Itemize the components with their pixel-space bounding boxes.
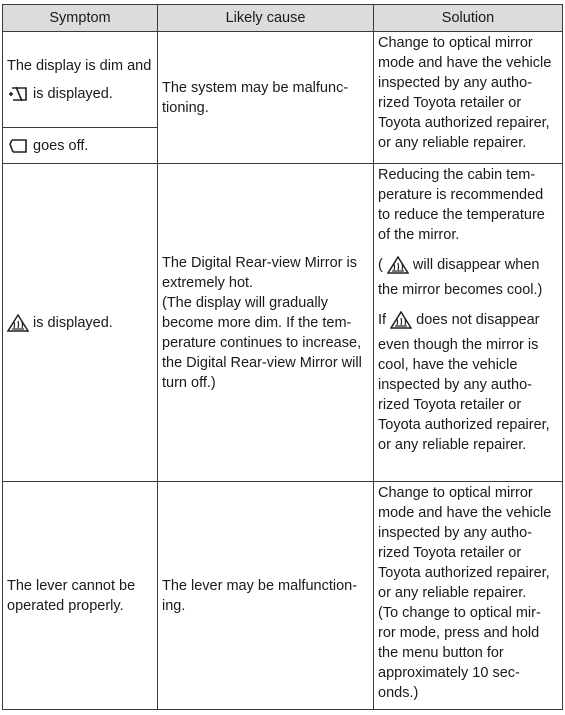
cause-text: extremely hot. <box>162 274 254 291</box>
cause-cell-malfunction <box>158 32 374 164</box>
solution-text: the mirror becomes cool.) <box>378 282 543 298</box>
solution-text: or any reliable repairer. <box>378 437 527 453</box>
solution-text: will disappear when <box>412 257 540 273</box>
symptom-cell-hot <box>3 164 158 482</box>
symptom-line <box>7 84 153 104</box>
solution-text: to reduce the temperature <box>378 207 545 223</box>
header-symptom: Symptom <box>3 5 158 32</box>
symptom-text: The display is dim and <box>7 57 152 74</box>
solution-text: of the mirror. <box>378 227 460 243</box>
solution-text: Toyota authorized repairer, <box>378 565 550 581</box>
cause-text: (The display will gradually <box>162 294 329 311</box>
cause-text: The lever may be malfunction- <box>162 577 358 594</box>
solution-line <box>378 251 558 280</box>
header-row <box>3 5 563 32</box>
cause-text: turn off.) <box>162 374 216 391</box>
symptom-text: goes off. <box>33 137 89 154</box>
solution-text: ( <box>378 257 383 273</box>
solution-text: rized Toyota retailer or <box>378 545 522 561</box>
solution-text: rized Toyota retailer or <box>378 397 522 413</box>
solution-text: Toyota authorized repairer, <box>378 417 550 433</box>
high-temperature-warning-icon <box>7 314 29 332</box>
cause-text: ing. <box>162 597 186 614</box>
solution-text: or any reliable repairer. <box>378 135 527 151</box>
solution-text: or any reliable repairer. <box>378 585 527 601</box>
solution-text: Change to optical mirror <box>378 485 533 501</box>
header-likely-cause: Likely cause <box>158 5 374 32</box>
solution-text: even though the mirror is <box>378 337 539 353</box>
cause-text: tioning. <box>162 99 209 116</box>
solution-text: cool, have the vehicle <box>378 357 518 373</box>
cause-text: the Digital Rear-view Mirror will <box>162 354 362 371</box>
symptom-cell-off <box>3 128 158 164</box>
solution-text: mode and have the vehicle <box>378 505 552 521</box>
solution-text: inspected by any autho- <box>378 75 532 91</box>
symptom-text: is displayed. <box>33 85 113 102</box>
cause-text: perature continues to increase, <box>162 334 362 351</box>
header-solution: Solution <box>374 5 563 32</box>
mirror-off-icon <box>7 86 29 102</box>
symptom-text: The lever cannot be <box>7 577 136 594</box>
symptom-cell-lever <box>3 482 158 710</box>
symptom-text: is displayed. <box>33 314 113 331</box>
solution-text: perature is recommended <box>378 187 544 203</box>
solution-cell-hot <box>374 164 563 482</box>
table-row <box>3 32 563 128</box>
cause-cell-lever <box>158 482 374 710</box>
table-row <box>3 164 563 482</box>
symptom-text: operated properly. <box>7 597 124 614</box>
solution-text: Toyota authorized repairer, <box>378 115 550 131</box>
mirror-icon <box>7 138 29 154</box>
troubleshooting-table <box>2 4 563 710</box>
solution-cell-lever <box>374 482 563 710</box>
solution-text: does not disappear <box>416 312 540 328</box>
solution-cell-optical <box>374 32 563 164</box>
cause-text: become more dim. If the tem- <box>162 314 352 331</box>
solution-line <box>378 306 558 335</box>
solution-text: mode and have the vehicle <box>378 55 552 71</box>
solution-text: the menu button for <box>378 645 504 661</box>
cause-cell-hot <box>158 164 374 482</box>
solution-text: If <box>378 312 387 328</box>
symptom-cell-dim <box>3 32 158 128</box>
solution-text: ror mode, press and hold <box>378 625 540 641</box>
solution-text: Reducing the cabin tem- <box>378 167 536 183</box>
high-temperature-warning-icon <box>387 256 409 274</box>
table-row <box>3 482 563 710</box>
solution-text: inspected by any autho- <box>378 377 532 393</box>
solution-text: Change to optical mirror <box>378 35 533 51</box>
solution-text: inspected by any autho- <box>378 525 532 541</box>
solution-text: approximately 10 sec- <box>378 665 520 681</box>
cause-text: The Digital Rear-view Mirror is <box>162 254 357 271</box>
solution-text: rized Toyota retailer or <box>378 95 522 111</box>
solution-text: (To change to optical mir- <box>378 605 541 621</box>
high-temperature-warning-icon <box>390 311 412 329</box>
solution-text: onds.) <box>378 685 419 701</box>
cause-text: The system may be malfunc- <box>162 79 349 96</box>
